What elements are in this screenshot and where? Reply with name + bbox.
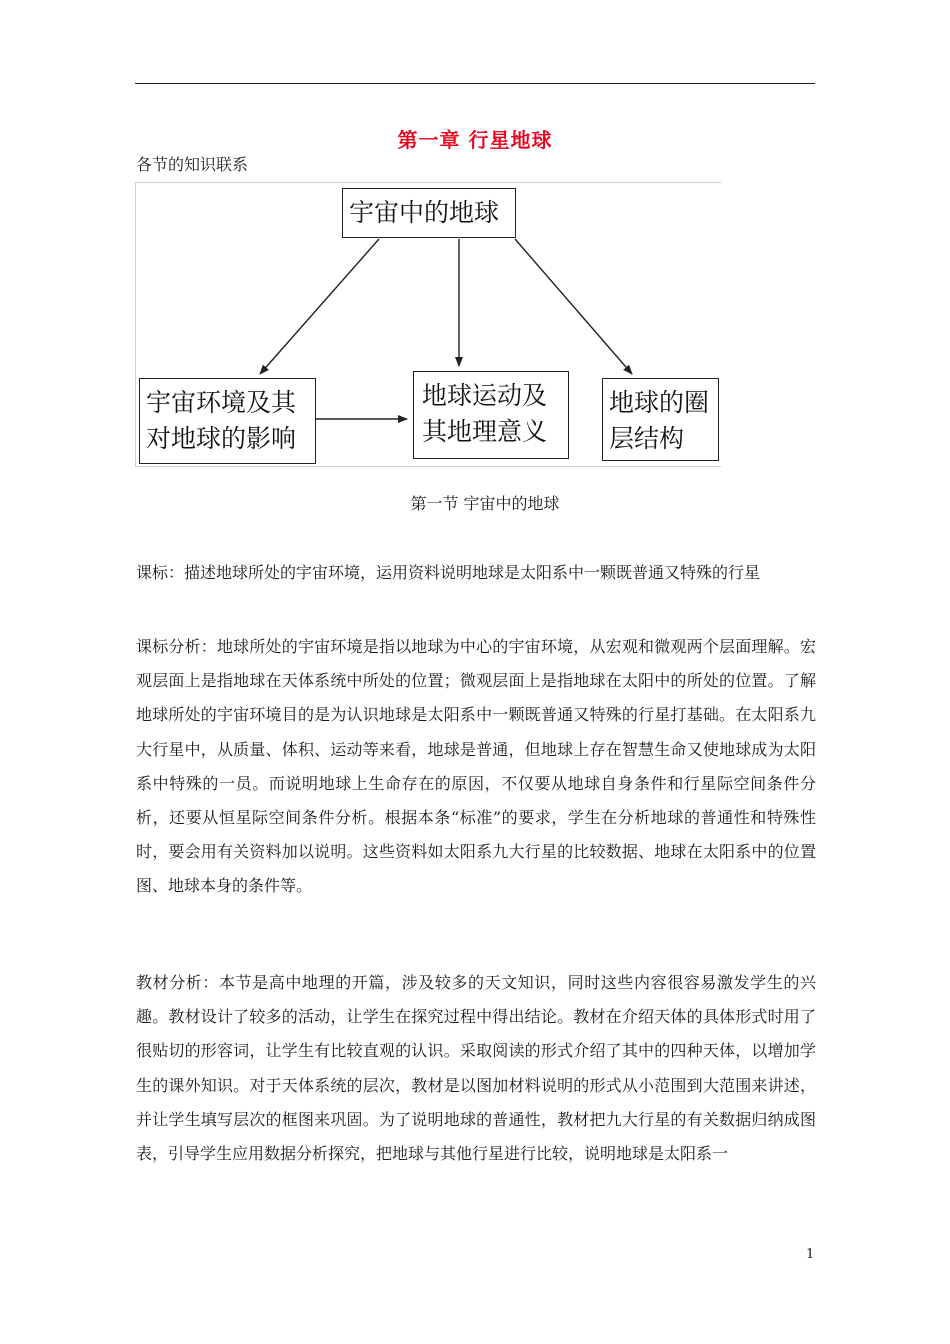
chapter-title: 第一章 行星地球	[397, 128, 553, 152]
node-cosmic-environment-line1: 宇宙环境及其	[146, 388, 297, 417]
section-title: 第一节 宇宙中的地球	[410, 494, 560, 513]
textbook-analysis: 教材分析：本节是高中地理的开篇，涉及较多的天文知识，同时这些内容很容易激发学生的兴趣。教材设计了较多的活动，让学生在探究过程中得出结论。教材在介绍天体的具体形式时用了很贴切的形容词，让学生有比较直观的认识。采取阅读的形式介绍了其中的四种天体，以增加学生的课外知识。对于天体系统的层次，教材是以图加材料说明的形式从小范围到大范围来讲述，并让学生填写层次的框图来巩固。为了说明地球的普通性，教材把九大行星的有关数据归纳成图表，引导学生应用数据分析探究，把地球与其他行星进行比较，说明地球是太阳系一	[136, 973, 816, 1164]
knowledge-diagram	[135, 182, 721, 467]
node-earth-in-universe	[342, 188, 516, 238]
node-cosmic-environment-line2: 对地球的影响	[146, 424, 297, 453]
node-cosmic-environment	[139, 378, 316, 464]
arrow-to-environment	[260, 239, 379, 374]
node-earth-motion-line1: 地球运动及	[422, 381, 548, 410]
page-number: 1	[806, 1247, 815, 1262]
node-earth-in-universe-label: 宇宙中的地球	[349, 198, 500, 227]
node-earth-motion-line2: 其地理意义	[422, 417, 548, 446]
standard-analysis: 课标分析：地球所处的宇宙环境是指以地球为中心的宇宙环境，从宏观和微观两个层面理解。宏观层面上是指地球在天体系统中所处的位置；微观层面上是指地球在太阳中的所处的位置。了解地球所处的宇宙环境目的是为认识地球是太阳系中一颗既普通又特殊的行星打基础。在太阳系九大行星中，从质量、体积、运动等来看，地球是普通，但地球上存在智慧生命又使地球成为太阳系中特殊的一员。而说明地球上生命存在的原因，不仅要从地球自身条件和行星际空间条件分析，还要从恒星际空间条件分析。根据本条“标准”的要求，学生在分析地球的普通性和特殊性时，要会用有关资料加以说明。这些资料如太阳系九大行星的比较数据、地球在太阳系中的位置图、地球本身的条件等。	[136, 637, 816, 896]
arrow-to-structure	[515, 239, 632, 374]
curriculum-standard: 课标：描述地球所处的宇宙环境，运用资料说明地球是太阳系中一颗既普通又特殊的行星	[136, 563, 761, 582]
diagram-caption: 各节的知识联系	[136, 155, 249, 174]
node-earth-spheres-line2: 层结构	[609, 424, 685, 453]
node-earth-spheres	[602, 378, 719, 461]
node-earth-motion	[413, 371, 569, 459]
node-earth-spheres-line1: 地球的圈	[609, 388, 710, 417]
header-rule	[135, 83, 815, 84]
